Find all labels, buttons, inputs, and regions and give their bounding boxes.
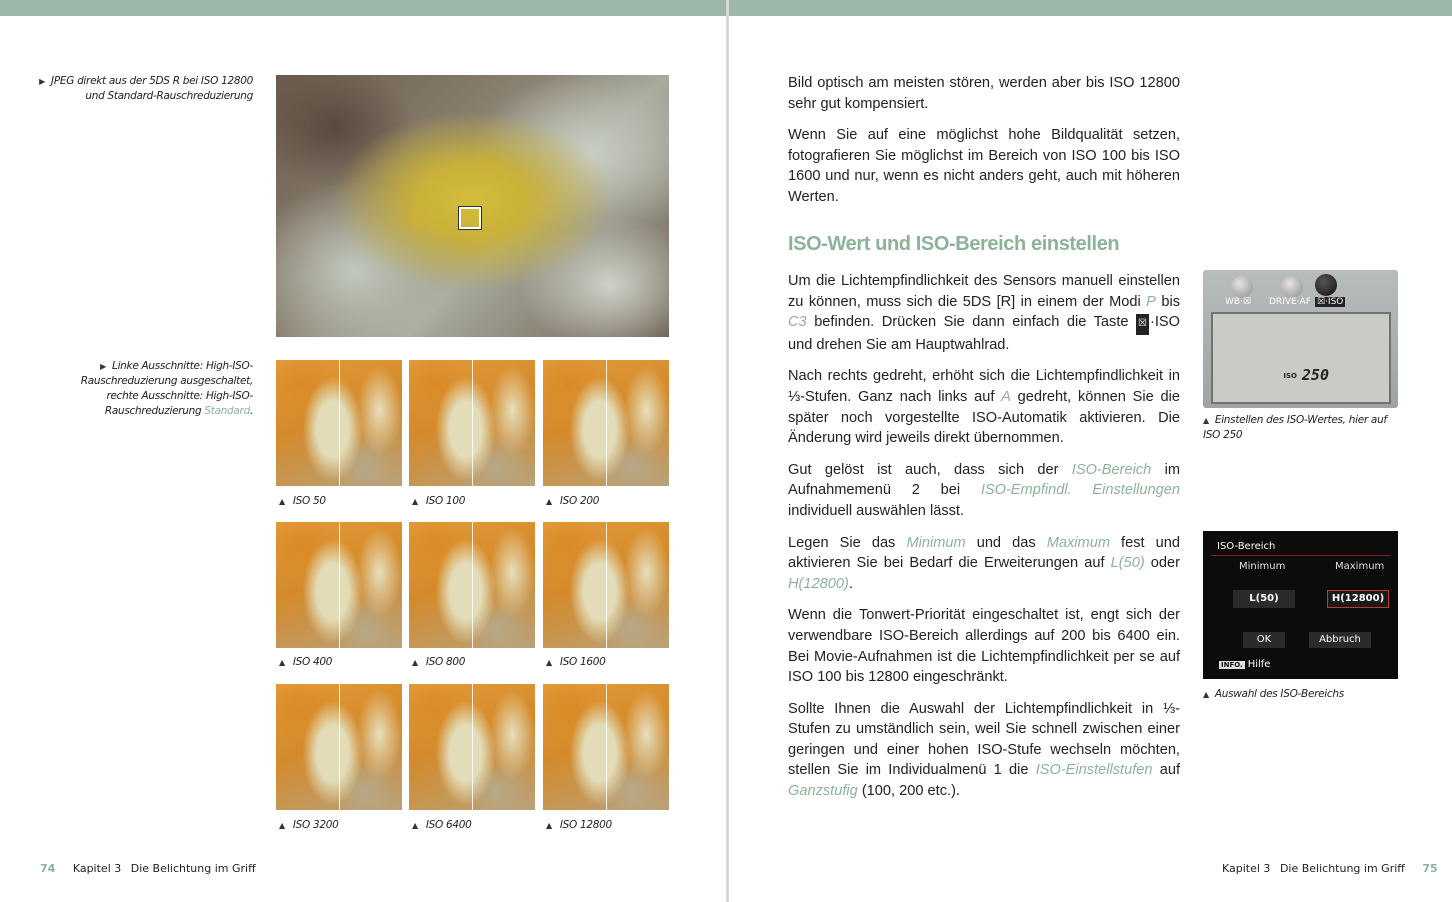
crop-iso-800	[409, 522, 535, 648]
paragraph: Gut gelöst ist auch, dass sich der ISO-Bereich im Aufnahmemenü 2 bei ISO-Empfindl. Einstellungen individuell auswählen lässt.	[788, 461, 1180, 519]
help-hint: INFO. Hilfe	[1221, 659, 1271, 670]
camera-button	[1315, 274, 1337, 296]
lcd-caption: ▲ Einstellen des ISO-Wertes, hier auf ISO 250	[1203, 414, 1387, 441]
crop-iso-200	[543, 360, 669, 486]
triangle-up-icon: ▲	[546, 821, 552, 830]
minimum-value: L(50)	[1233, 590, 1295, 608]
crop-label: ▲ ISO 1600	[546, 656, 606, 668]
triangle-up-icon: ▲	[412, 821, 418, 830]
triangle-up-icon: ▲	[546, 658, 552, 667]
camera-button	[1281, 276, 1303, 298]
triangle-up-icon: ▲	[546, 497, 552, 506]
crop-iso-1600	[543, 522, 669, 648]
camera-button	[1231, 276, 1253, 298]
triangle-up-icon: ▲	[1203, 690, 1209, 699]
crop-label: ▲ ISO 200	[546, 495, 600, 507]
top-photo-caption: ▶ JPEG direkt aus der 5DS R bei ISO 12800 und Standard-Rauschreduzierung	[39, 75, 253, 102]
ok-button: OK	[1243, 632, 1285, 648]
intro-text	[788, 73, 1180, 219]
paragraph: Um die Lichtempfindlichkeit des Sensors manuell einstellen zu können, muss sich die 5DS [R] in einem der Modi P bis C3 befinden. Drücken Sie dann einfach die Taste ☒ ·ISO und drehen Sie am Hauptwahlrad.	[788, 273, 1180, 353]
paragraph: Wenn Sie auf eine möglichst hohe Bildqualität setzen, fotografieren Sie möglichst im Bereich von ISO 100 bis ISO 1600 und nur, wenn es nicht anders geht, auch mit höheren Werten.	[788, 127, 1180, 205]
crop-iso-400	[276, 522, 402, 648]
crop-label: ▲ ISO 50	[279, 495, 326, 507]
top-color-bar	[0, 0, 726, 16]
crop-iso-50	[276, 360, 402, 486]
crop-iso-100	[409, 360, 535, 486]
crop-iso-6400	[409, 684, 535, 810]
crop-label: ▲ ISO 100	[412, 495, 466, 507]
triangle-right-icon: ▶	[39, 77, 46, 86]
triangle-up-icon: ▲	[1203, 416, 1209, 425]
crop-label: ▲ ISO 800	[412, 656, 466, 668]
camera-lcd-photo: WB·☒ DRIVE·AF ☒·ISO ISO 250	[1203, 270, 1398, 408]
page-number: 75	[1422, 862, 1438, 875]
menu-caption: ▲ Auswahl des ISO-Bereichs	[1203, 688, 1344, 700]
paragraph: Legen Sie das Minimum und das Maximum fest und aktivieren Sie bei Bedarf die Erweiterungen auf L(50) oder H(12800).	[788, 534, 1181, 592]
page-number: 74	[40, 862, 56, 875]
paragraph: Sollte Ihnen die Auswahl der Lichtempfindlichkeit in ⅓-Stufen zu umständlich sein, weil Sie schnell zwischen einer geringen und einer hohen ISO-Stufe wechseln möchten, stellen Sie im Individualmenü 1 die ISO-Einstellstufen auf Ganzstufig (100, 200 etc.).	[788, 700, 1180, 800]
right-page	[729, 0, 1452, 902]
crop-iso-12800	[543, 684, 669, 810]
maximum-value: H(12800)	[1327, 590, 1389, 608]
triangle-up-icon: ▲	[412, 497, 418, 506]
right-footer: Kapitel 3 Die Belichtung im Griff 75	[1222, 862, 1438, 875]
triangle-up-icon: ▲	[279, 821, 285, 830]
crop-label: ▲ ISO 400	[279, 656, 333, 668]
crop-label: ▲ ISO 12800	[546, 819, 612, 831]
paragraph: Bild optisch am meisten stören, werden aber bis ISO 12800 sehr gut kompensiert.	[788, 75, 1180, 112]
triangle-up-icon: ▲	[279, 658, 285, 667]
menu-divider	[1211, 555, 1390, 556]
triangle-up-icon: ▲	[412, 658, 418, 667]
crop-label: ▲ ISO 6400	[412, 819, 472, 831]
section-text	[788, 271, 1180, 813]
crops-caption: ▶ Linke Ausschnitte: High-ISO- Rauschreduzierung ausgeschaltet, rechte Ausschnitte: High-ISO- Rauschreduzierung Standard.	[80, 360, 253, 417]
cancel-button: Abbruch	[1309, 632, 1371, 648]
crop-label: ▲ ISO 3200	[279, 819, 339, 831]
lcd-display: ISO 250	[1211, 312, 1391, 404]
lichen-photo	[276, 75, 669, 337]
exposure-iso-key-icon: ☒	[1136, 314, 1149, 335]
left-footer: 74 Kapitel 3 Die Belichtung im Griff	[40, 862, 256, 875]
paragraph: Wenn die Tonwert-Priorität eingeschaltet ist, engt sich der verwendbare ISO-Bereich allerdings auf 200 bis 6400 ein. Bei Movie-Aufnahmen ist die Lichtempfindlichkeit per se auf ISO 100 bis 12800 eingeschränkt.	[788, 607, 1180, 686]
section-heading: ISO-Wert und ISO-Bereich einstellen	[788, 233, 1120, 255]
paragraph: Nach rechts gedreht, erhöht sich die Lichtempfindlichkeit in ⅓-Stufen. Ganz nach links auf A gedreht, können Sie die später noch vorgestellte ISO-Automatik aktivieren. Die Änderung wird jeweils direkt übernommen.	[788, 368, 1181, 447]
iso-value-readout: 250	[1301, 366, 1329, 384]
crop-marker	[459, 207, 481, 229]
triangle-right-icon: ▶	[100, 362, 107, 371]
crop-iso-3200	[276, 684, 402, 810]
top-color-bar	[729, 0, 1452, 16]
iso-range-menu-screenshot: ISO-Bereich Minimum Maximum L(50) H(12800) OK Abbruch INFO. Hilfe	[1203, 531, 1398, 679]
triangle-up-icon: ▲	[279, 497, 285, 506]
